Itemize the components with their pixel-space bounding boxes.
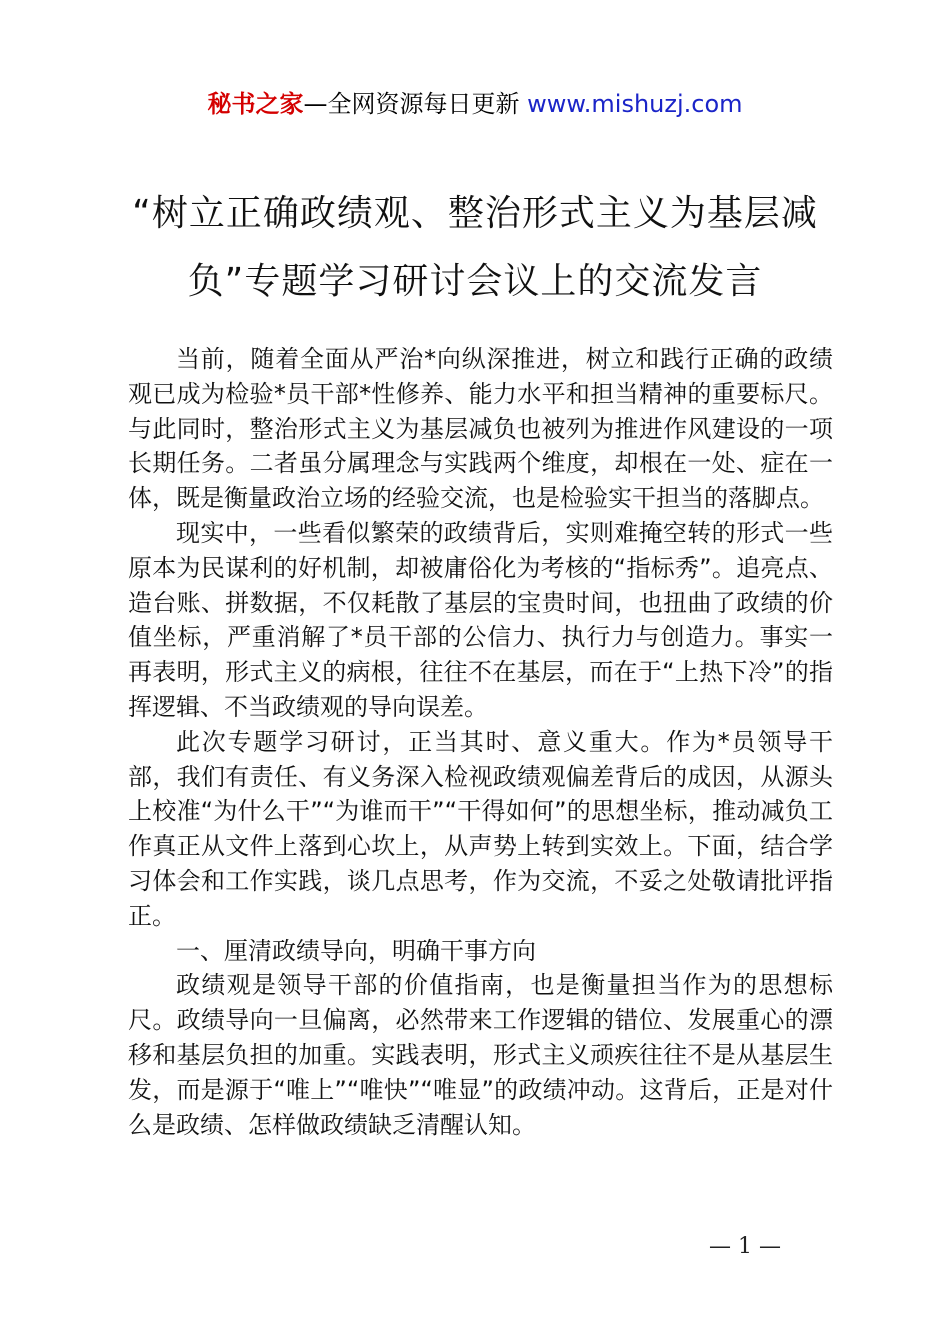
- site-url-link[interactable]: www.mishuzj.com: [527, 90, 743, 118]
- page-number: — 1 —: [709, 1234, 781, 1259]
- document-title: [100, 180, 850, 316]
- site-brand: 秘书之家: [207, 90, 304, 118]
- body-paragraph: 此次专题学习研讨，正当其时、意义重大。作为*员领导干部，我们有责任、有义务深入检视政绩观偏差背后的成因，从源头上校准“为什么干”“为谁而干”“干得如何”的思想坐标，推动减负工作真正从文件上落到心坎上，从声势上转到实效上。下面，结合学习体会和工作实践，谈几点思考，作为交流，不妥之处敬请批评指正。: [128, 727, 833, 930]
- title-line-1: “树立正确政绩观、整治形式主义为基层减: [132, 193, 818, 234]
- body-paragraph: 当前，随着全面从严治*向纵深推进，树立和践行正确的政绩观已成为检验*员干部*性修养、能力水平和担当精神的重要标尺。与此同时，整治形式主义为基层减负也被列为推进作风建设的一项长期任务。二者虽分属理念与实践两个维度，却根在一处、症在一体，既是衡量政治立场的经验交流，也是检验实干担当的落脚点。: [128, 345, 833, 513]
- body-paragraph: 政绩观是领导干部的价值指南，也是衡量担当作为的思想标尺。政绩导向一旦偏离，必然带来工作逻辑的错位、发展重心的漂移和基层负担的加重。实践表明，形式主义顽疾往往不是从基层生发，而是源于“唯上”“唯快”“唯显”的政绩冲动。这背后，正是对什么是政绩、怎样做政绩缺乏清醒认知。: [128, 971, 833, 1139]
- site-banner: [0, 86, 950, 122]
- body-paragraph: 现实中，一些看似繁荣的政绩背后，实则难掩空转的形式一些原本为民谋利的好机制，却被庸俗化为考核的“指标秀”。追亮点、造台账、拼数据，不仅耗散了基层的宝贵时间，也扭曲了政绩的价值坐标，严重消解了*员干部的公信力、执行力与创造力。事实一再表明，形式主义的病根，往往不在基层，而在于“上热下冷”的指挥逻辑、不当政绩观的导向误差。: [128, 518, 833, 721]
- section-heading: 一、厘清政绩导向，明确干事方向: [176, 936, 536, 965]
- document-body: [128, 342, 833, 1142]
- title-line-2: 负”专题学习研讨会议上的交流发言: [187, 261, 763, 302]
- site-tagline: —全网资源每日更新: [303, 90, 520, 118]
